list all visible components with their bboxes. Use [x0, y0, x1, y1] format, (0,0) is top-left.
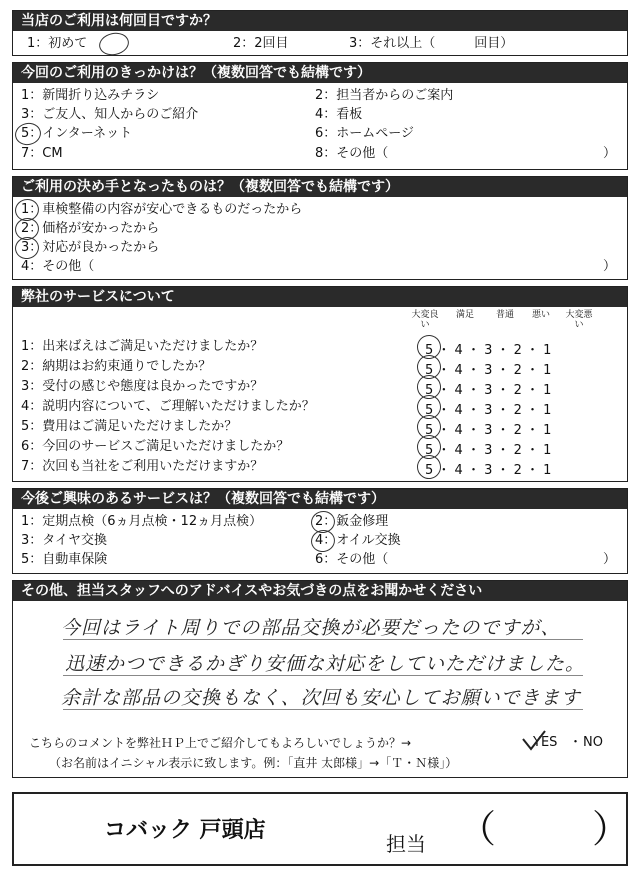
- section-header: 今回のご利用のきっかけは？（複数回答でも結構です）: [13, 63, 627, 83]
- staff-name-field[interactable]: [494, 812, 584, 852]
- option-other[interactable]: 8：その他（: [315, 146, 389, 161]
- scale-header-very-bad: 大変悪い: [565, 310, 593, 330]
- option-first-visit[interactable]: 1：初めて: [27, 36, 88, 51]
- section-header: ご利用の決め手となったものは？（複数回答でも結構です）: [13, 177, 627, 197]
- question-finish: 1：出来ばえはご満足いただけましたか？: [21, 339, 264, 354]
- question-overall: 6：今回のサービスご満足いただけましたか？: [21, 439, 290, 454]
- handwritten-comment-line: 迅速かつできるかぎり安価な対応をしていただけました。: [65, 653, 586, 675]
- option-tire-change[interactable]: 3：タイヤ交換: [21, 533, 108, 548]
- option-staff-guide[interactable]: 2：担当者からのご案内: [315, 88, 454, 103]
- option-other[interactable]: 4：その他（: [21, 259, 95, 274]
- option-insurance[interactable]: 5：自動車保険: [21, 552, 108, 567]
- other-close-paren: ）: [603, 146, 617, 161]
- option-internet[interactable]: 5：インターネット: [21, 126, 133, 141]
- scale-header-normal: 普通: [495, 310, 514, 320]
- question-return: 7：次回も当社をご利用いただけますか？: [21, 459, 264, 474]
- question-cost: 5：費用はご満足いただけましたか？: [21, 419, 238, 434]
- consent-separator: ・: [569, 735, 583, 750]
- option-second-visit[interactable]: 2：2回目: [233, 36, 289, 51]
- rating-scale[interactable]: 5 ・ 4 ・ 3 ・ 2 ・ 1: [425, 423, 552, 438]
- section-header: 今後ご興味のあるサービスは？（複数回答でも結構です）: [13, 489, 627, 509]
- question-explanation: 4：説明内容について、ご理解いただけましたか？: [21, 399, 315, 414]
- option-periodic-inspection[interactable]: 1：定期点検（6ヵ月点検・12ヵ月点検）: [21, 514, 263, 529]
- scale-header-excellent: 大変良い: [411, 310, 439, 330]
- handwritten-comment-line: 余計な部品の交換もなく、次回も安心してお願いできます: [61, 687, 581, 709]
- selection-circle: [309, 528, 337, 555]
- other-close-paren: ）: [603, 552, 617, 567]
- selection-circle: [13, 121, 43, 148]
- option-inspection-content[interactable]: 1：車検整備の内容が安心できるものだったから: [21, 202, 303, 217]
- option-sheet-metal[interactable]: 2：鈑金修理: [315, 514, 389, 529]
- option-service[interactable]: 3：対応が良かったから: [21, 240, 160, 255]
- rating-scale[interactable]: 5 ・ 4 ・ 3 ・ 2 ・ 1: [425, 383, 552, 398]
- question-deadline: 2：納期はお約束通りでしたか？: [21, 359, 212, 374]
- section-header: 弊社のサービスについて: [13, 287, 627, 307]
- shop-footer: [12, 792, 631, 866]
- consent-question: こちらのコメントを弊社ＨＰ上でご紹介してもよろしいでしょうか？→: [29, 736, 412, 750]
- rating-scale[interactable]: 5 ・ 4 ・ 3 ・ 2 ・ 1: [425, 403, 552, 418]
- consent-no[interactable]: NO: [583, 735, 603, 750]
- option-flyer[interactable]: 1：新聞折り込みチラシ: [21, 88, 160, 103]
- option-homepage[interactable]: 6：ホームページ: [315, 126, 415, 141]
- comment-section: [12, 580, 628, 778]
- rating-scale[interactable]: 5 ・ 4 ・ 3 ・ 2 ・ 1: [425, 443, 552, 458]
- yes-checkmark-icon: [521, 729, 547, 753]
- rating-scale[interactable]: 5 ・ 4 ・ 3 ・ 2 ・ 1: [425, 463, 552, 478]
- shop-name: コバック 戸頭店: [104, 818, 266, 843]
- section-header: その他、担当スタッフへのアドバイスやお気づきの点をお聞かせください: [13, 581, 627, 601]
- option-other[interactable]: 6：その他（: [315, 552, 389, 567]
- option-oil-change[interactable]: 4：オイル交換: [315, 533, 401, 548]
- option-cm[interactable]: 7：CM: [21, 146, 63, 161]
- option-referral[interactable]: 3：ご友人、知人からのご紹介: [21, 107, 199, 122]
- option-signboard[interactable]: 4：看板: [315, 107, 363, 122]
- scale-header-good: 満足: [455, 310, 474, 320]
- rating-scale[interactable]: 5 ・ 4 ・ 3 ・ 2 ・ 1: [425, 363, 552, 378]
- visit-count-section: [12, 10, 628, 56]
- consent-yes[interactable]: YES: [533, 735, 558, 750]
- rating-scale[interactable]: 5 ・ 4 ・ 3 ・ 2 ・ 1: [425, 343, 552, 358]
- selection-circle: [13, 235, 41, 262]
- reason-section: [12, 62, 628, 170]
- decision-section: [12, 176, 628, 280]
- staff-close-paren: ）: [592, 807, 631, 851]
- question-reception: 3：受付の感じや態度は良かったですか？: [21, 379, 264, 394]
- handwritten-comment-line: 今回はライト周りでの部品交換が必要だったのですが、: [61, 617, 561, 639]
- consent-note: （お名前はイニシャル表示に致します。例：「直井 太郎様」→「Ｔ・Ｎ様」）: [49, 756, 458, 770]
- other-close-paren: ）: [603, 259, 617, 274]
- section-header: 当店のご利用は何回目ですか？: [13, 11, 627, 31]
- interest-section: [12, 488, 628, 574]
- selection-circle: [97, 30, 131, 58]
- staff-open-paren: （: [458, 807, 497, 851]
- scale-header-bad: 悪い: [531, 310, 550, 320]
- staff-label: 担当: [386, 832, 426, 856]
- option-price[interactable]: 2：価格が安かったから: [21, 221, 160, 236]
- service-rating-section: [12, 286, 628, 482]
- option-more-visits[interactable]: 3：それ以上（ 回目）: [349, 36, 514, 51]
